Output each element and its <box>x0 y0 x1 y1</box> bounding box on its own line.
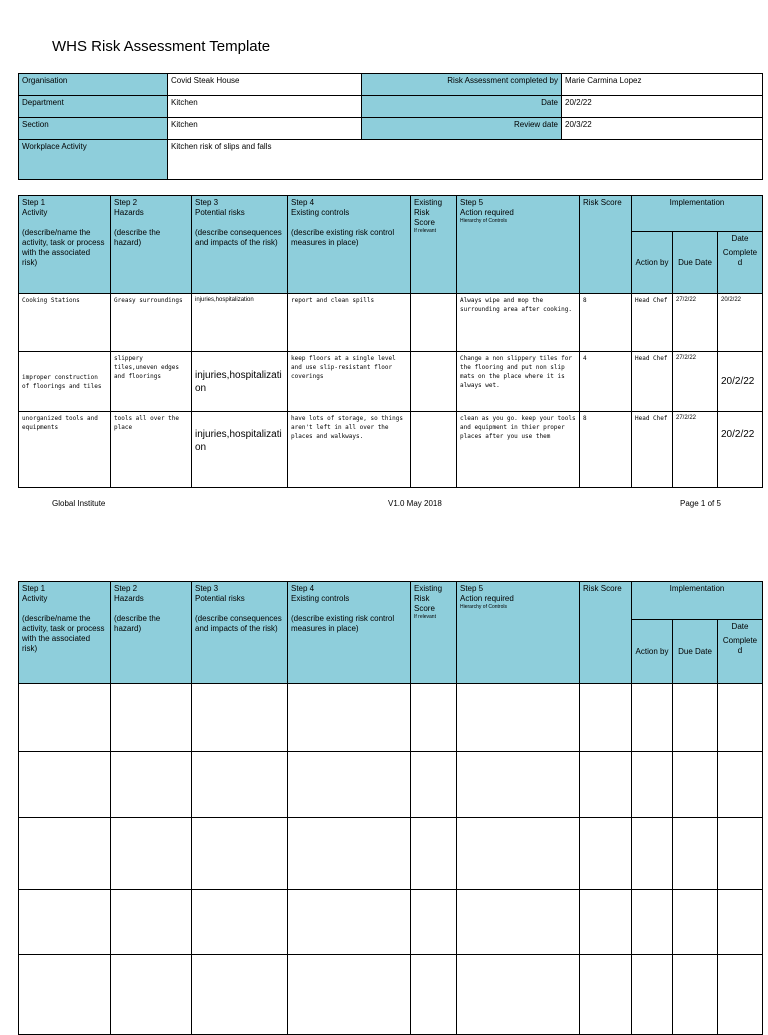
step1-header: Step 1 Activity (describe/name the activity, task or process with the associated risk) <box>19 196 111 294</box>
row2-hazards: slippery tiles,uneven edges and floorings <box>111 352 192 412</box>
risk-score-header: Risk Score <box>580 582 632 684</box>
department-label: Department <box>19 96 168 118</box>
review-date-value: 20/3/22 <box>562 118 763 140</box>
row1-hazards: Greasy surroundings <box>111 294 192 352</box>
row1-due: 27/2/22 <box>673 294 718 352</box>
organisation-label: Organisation <box>19 74 168 96</box>
row1-action: Always wipe and mop the surrounding area after cooking. <box>457 294 580 352</box>
row3-action: clean as you go. keep your tools and equipment in thier proper places after you use them <box>457 412 580 488</box>
row1-controls: report and clean spills <box>288 294 411 352</box>
row3-action-by: Head Chef <box>632 412 673 488</box>
row3-existing <box>411 412 457 488</box>
date-completed-header: Date Completed <box>718 232 763 294</box>
footer-right: Page 1 of 5 <box>680 499 721 508</box>
action-by-header: Action by <box>632 232 673 294</box>
existing-score-header: Existing Risk Score If relevant <box>411 582 457 684</box>
row3-due: 27/2/22 <box>673 412 718 488</box>
review-date-label: Review date <box>362 118 562 140</box>
page-title: WHS Risk Assessment Template <box>52 38 271 55</box>
step2-header: Step 2 Hazards (describe the hazard) <box>111 196 192 294</box>
completed-by-value: Marie Carmina Lopez <box>562 74 763 96</box>
row3-activity: unorganized tools and equipments <box>19 412 111 488</box>
table-row <box>19 752 763 818</box>
date-label: Date <box>362 96 562 118</box>
organisation-value: Covid Steak House <box>168 74 362 96</box>
row2-completed: 20/2/22 <box>718 352 763 412</box>
table-row <box>19 818 763 890</box>
info-table <box>18 73 763 180</box>
step2-header: Step 2 Hazards (describe the hazard) <box>111 582 192 684</box>
due-date-header: Due Date <box>673 620 718 684</box>
row2-action-by: Head Chef <box>632 352 673 412</box>
row1-activity: Cooking Stations <box>19 294 111 352</box>
table-row <box>19 352 763 412</box>
section-label: Section <box>19 118 168 140</box>
step5-header: Step 5 Action required Hierarchy of Controls <box>457 582 580 684</box>
row3-hazards: tools all over the place <box>111 412 192 488</box>
row1-completed: 20/2/22 <box>718 294 763 352</box>
completed-by-label: Risk Assessment completed by <box>362 74 562 96</box>
row1-action-by: Head Chef <box>632 294 673 352</box>
step1-header: Step 1 Activity (describe/name the activity, task or process with the associated risk) <box>19 582 111 684</box>
existing-score-header: Existing Risk Score If relevant <box>411 196 457 294</box>
table-row <box>19 412 763 488</box>
due-date-header: Due Date <box>673 232 718 294</box>
row2-existing <box>411 352 457 412</box>
row2-activity: improper construction of floorings and tiles <box>19 352 111 412</box>
row3-risks: injuries,hospitalization <box>192 412 288 488</box>
row2-action: Change a non slippery tiles for the flooring and put non slip mats on the place where it is always wet. <box>457 352 580 412</box>
date-completed-header: Date Completed <box>718 620 763 684</box>
table-row <box>19 955 763 1035</box>
workplace-activity-value: Kitchen risk of slips and falls <box>168 140 763 180</box>
risk-table-page1 <box>18 195 763 488</box>
footer-left: Global Institute <box>52 499 106 508</box>
implementation-header: Implementation <box>632 196 763 232</box>
table-row <box>19 294 763 352</box>
row1-score: 8 <box>580 294 632 352</box>
row1-risks: injuries,hospitalization <box>192 294 288 352</box>
date-value: 20/2/22 <box>562 96 763 118</box>
action-by-header: Action by <box>632 620 673 684</box>
row2-controls: keep floors at a single level and use slip-resistant floor coverings <box>288 352 411 412</box>
section-value: Kitchen <box>168 118 362 140</box>
step4-header: Step 4 Existing controls (describe existing risk control measures in place) <box>288 582 411 684</box>
footer-center: V1.0 May 2018 <box>388 499 442 508</box>
row2-due: 27/2/22 <box>673 352 718 412</box>
row1-existing <box>411 294 457 352</box>
row2-score: 4 <box>580 352 632 412</box>
table-row <box>19 684 763 752</box>
row3-completed: 20/2/22 <box>718 412 763 488</box>
workplace-activity-label: Workplace Activity <box>19 140 168 180</box>
step4-header: Step 4 Existing controls (describe existing risk control measures in place) <box>288 196 411 294</box>
step5-header: Step 5 Action required Hierarchy of Controls <box>457 196 580 294</box>
risk-table-page2 <box>18 581 763 1035</box>
implementation-header: Implementation <box>632 582 763 620</box>
step3-header: Step 3 Potential risks (describe consequences and impacts of the risk) <box>192 196 288 294</box>
row2-risks: injuries,hospitalization <box>192 352 288 412</box>
risk-score-header: Risk Score <box>580 196 632 294</box>
table-row <box>19 890 763 955</box>
row3-controls: have lots of storage, so things aren't left in all over the places and walkways. <box>288 412 411 488</box>
step3-header: Step 3 Potential risks (describe consequences and impacts of the risk) <box>192 582 288 684</box>
department-value: Kitchen <box>168 96 362 118</box>
row3-score: 8 <box>580 412 632 488</box>
